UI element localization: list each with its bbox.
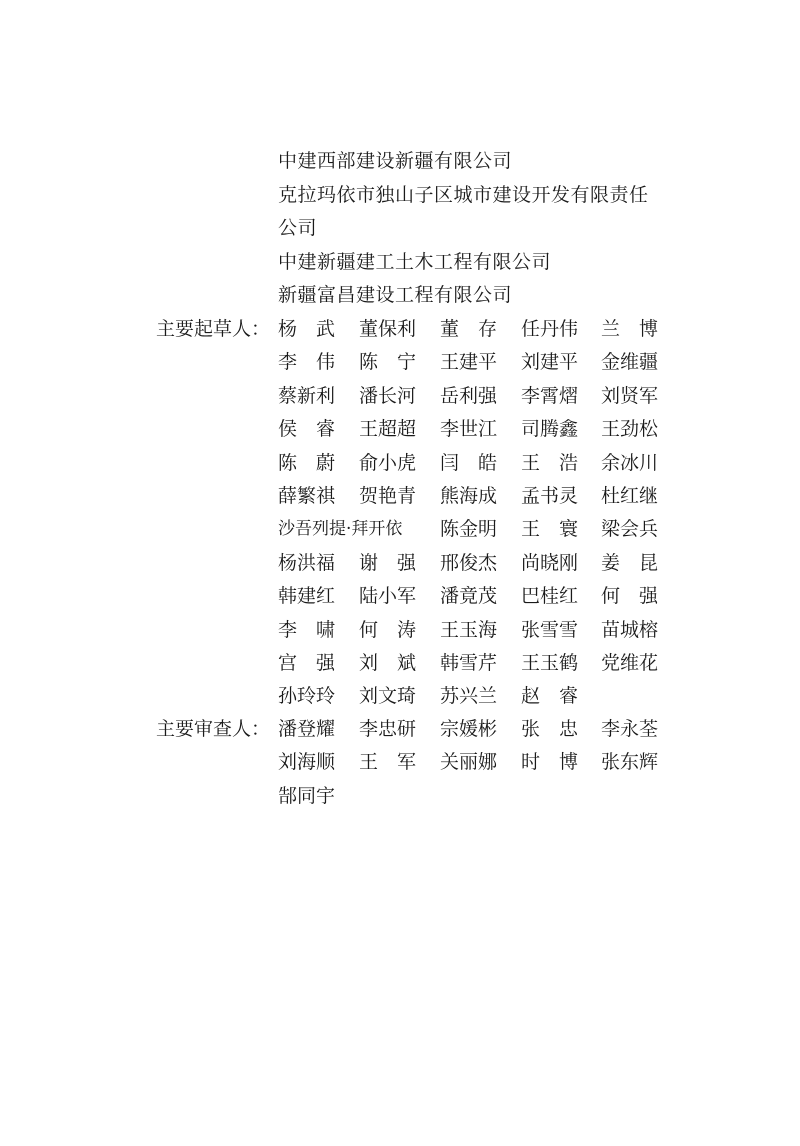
person-name: 时 博 bbox=[521, 751, 579, 774]
person-name: 杨 武 bbox=[278, 318, 336, 340]
person-name: 兰 博 bbox=[601, 318, 659, 340]
name-row bbox=[278, 547, 698, 580]
name-row bbox=[278, 580, 698, 613]
person-name: 何 涛 bbox=[359, 618, 417, 641]
person-name: 熊海成 bbox=[440, 485, 498, 507]
person-name: 李 伟 bbox=[278, 351, 336, 374]
person-name: 董 存 bbox=[440, 318, 498, 340]
person-name: 李 啸 bbox=[278, 618, 336, 641]
organization-line: 中建新疆建工土木工程有限公司 bbox=[278, 250, 552, 273]
person-name: 蔡新利 bbox=[278, 384, 336, 407]
name-row bbox=[278, 513, 698, 546]
organization-line: 新疆富昌建设工程有限公司 bbox=[278, 284, 513, 306]
person-name: 巴桂红 bbox=[521, 585, 579, 608]
organization-line: 中建西部建设新疆有限公司 bbox=[278, 150, 513, 172]
name-row bbox=[278, 447, 698, 480]
person-name: 沙吾列提·拜开依 bbox=[278, 519, 403, 540]
person-name: 任丹伟 bbox=[521, 318, 579, 340]
person-name: 李永荃 bbox=[601, 718, 659, 740]
person-name: 贺艳青 bbox=[359, 485, 417, 507]
name-row bbox=[278, 614, 698, 647]
person-name: 苗城榕 bbox=[601, 618, 659, 641]
person-name: 杨洪福 bbox=[278, 551, 336, 574]
person-name: 宗媛彬 bbox=[440, 718, 498, 740]
person-name: 张 忠 bbox=[521, 718, 579, 740]
name-row bbox=[278, 780, 698, 813]
person-name: 郜同宇 bbox=[278, 784, 336, 807]
person-name: 王超超 bbox=[359, 418, 417, 441]
organization-line: 克拉玛依市独山子区城市建设开发有限责任 bbox=[278, 183, 649, 206]
person-name: 侯 睿 bbox=[278, 418, 336, 441]
person-name: 孙玲玲 bbox=[278, 685, 336, 708]
person-name: 李霄熠 bbox=[521, 384, 579, 407]
person-name: 韩雪芹 bbox=[440, 652, 498, 674]
person-name: 孟书灵 bbox=[521, 485, 579, 507]
person-name: 李忠研 bbox=[359, 718, 417, 740]
person-name: 宫 强 bbox=[278, 652, 336, 674]
person-name: 陈 宁 bbox=[359, 351, 417, 374]
person-name: 李世江 bbox=[440, 418, 498, 441]
person-name: 薛繁祺 bbox=[278, 485, 336, 507]
person-name: 刘文琦 bbox=[359, 685, 417, 708]
name-row bbox=[278, 647, 698, 680]
person-name: 潘登耀 bbox=[278, 718, 336, 740]
person-name: 王 军 bbox=[359, 751, 417, 774]
name-row bbox=[278, 713, 698, 746]
person-name: 赵 睿 bbox=[521, 685, 579, 708]
person-name: 刘贤军 bbox=[601, 384, 659, 407]
person-name: 苏兴兰 bbox=[440, 685, 498, 708]
person-name: 陈金明 bbox=[440, 518, 498, 541]
person-name: 党维花 bbox=[601, 652, 659, 674]
person-name: 余冰川 bbox=[601, 451, 659, 474]
person-name: 潘长河 bbox=[359, 384, 417, 407]
person-name: 王 寰 bbox=[521, 518, 579, 541]
person-name: 潘竟茂 bbox=[440, 585, 498, 608]
person-name: 关丽娜 bbox=[440, 751, 498, 774]
person-name: 王建平 bbox=[440, 351, 498, 374]
person-name: 王劲松 bbox=[601, 418, 659, 441]
person-name: 王玉鹤 bbox=[521, 652, 579, 674]
person-name: 杜红继 bbox=[601, 485, 659, 507]
person-name: 谢 强 bbox=[359, 551, 417, 574]
person-name: 姜 昆 bbox=[601, 551, 659, 574]
person-name: 梁会兵 bbox=[601, 518, 659, 541]
person-name: 金维疆 bbox=[601, 351, 659, 374]
participating-organizations bbox=[278, 145, 698, 313]
person-name: 刘建平 bbox=[521, 351, 579, 374]
main-drafters-label: 主要起草人： bbox=[156, 318, 271, 340]
person-name: 陈 蔚 bbox=[278, 451, 336, 474]
name-row bbox=[278, 380, 698, 413]
person-name: 俞小虎 bbox=[359, 451, 417, 474]
person-name: 张东辉 bbox=[601, 751, 659, 774]
person-name: 陆小军 bbox=[359, 585, 417, 608]
person-name: 刘海顺 bbox=[278, 751, 336, 774]
name-row bbox=[278, 680, 698, 713]
name-row bbox=[278, 413, 698, 446]
person-name: 张雪雪 bbox=[521, 618, 579, 641]
name-row bbox=[278, 480, 698, 513]
person-name: 王 浩 bbox=[521, 451, 579, 474]
person-name: 司腾鑫 bbox=[521, 418, 579, 441]
main-reviewers-label: 主要审查人： bbox=[156, 718, 271, 740]
person-name: 尚晓刚 bbox=[521, 551, 579, 574]
person-name: 闫 皓 bbox=[440, 451, 498, 474]
name-row bbox=[278, 313, 698, 346]
person-name: 王玉海 bbox=[440, 618, 498, 641]
person-name: 邢俊杰 bbox=[440, 551, 498, 574]
person-name: 董保利 bbox=[359, 318, 417, 340]
person-name: 岳利强 bbox=[440, 384, 498, 407]
person-name: 韩建红 bbox=[278, 585, 336, 608]
name-row bbox=[278, 346, 698, 379]
person-name: 何 强 bbox=[601, 585, 659, 608]
person-name: 刘 斌 bbox=[359, 652, 417, 674]
name-row bbox=[278, 746, 698, 779]
organization-line: 公司 bbox=[278, 217, 318, 239]
